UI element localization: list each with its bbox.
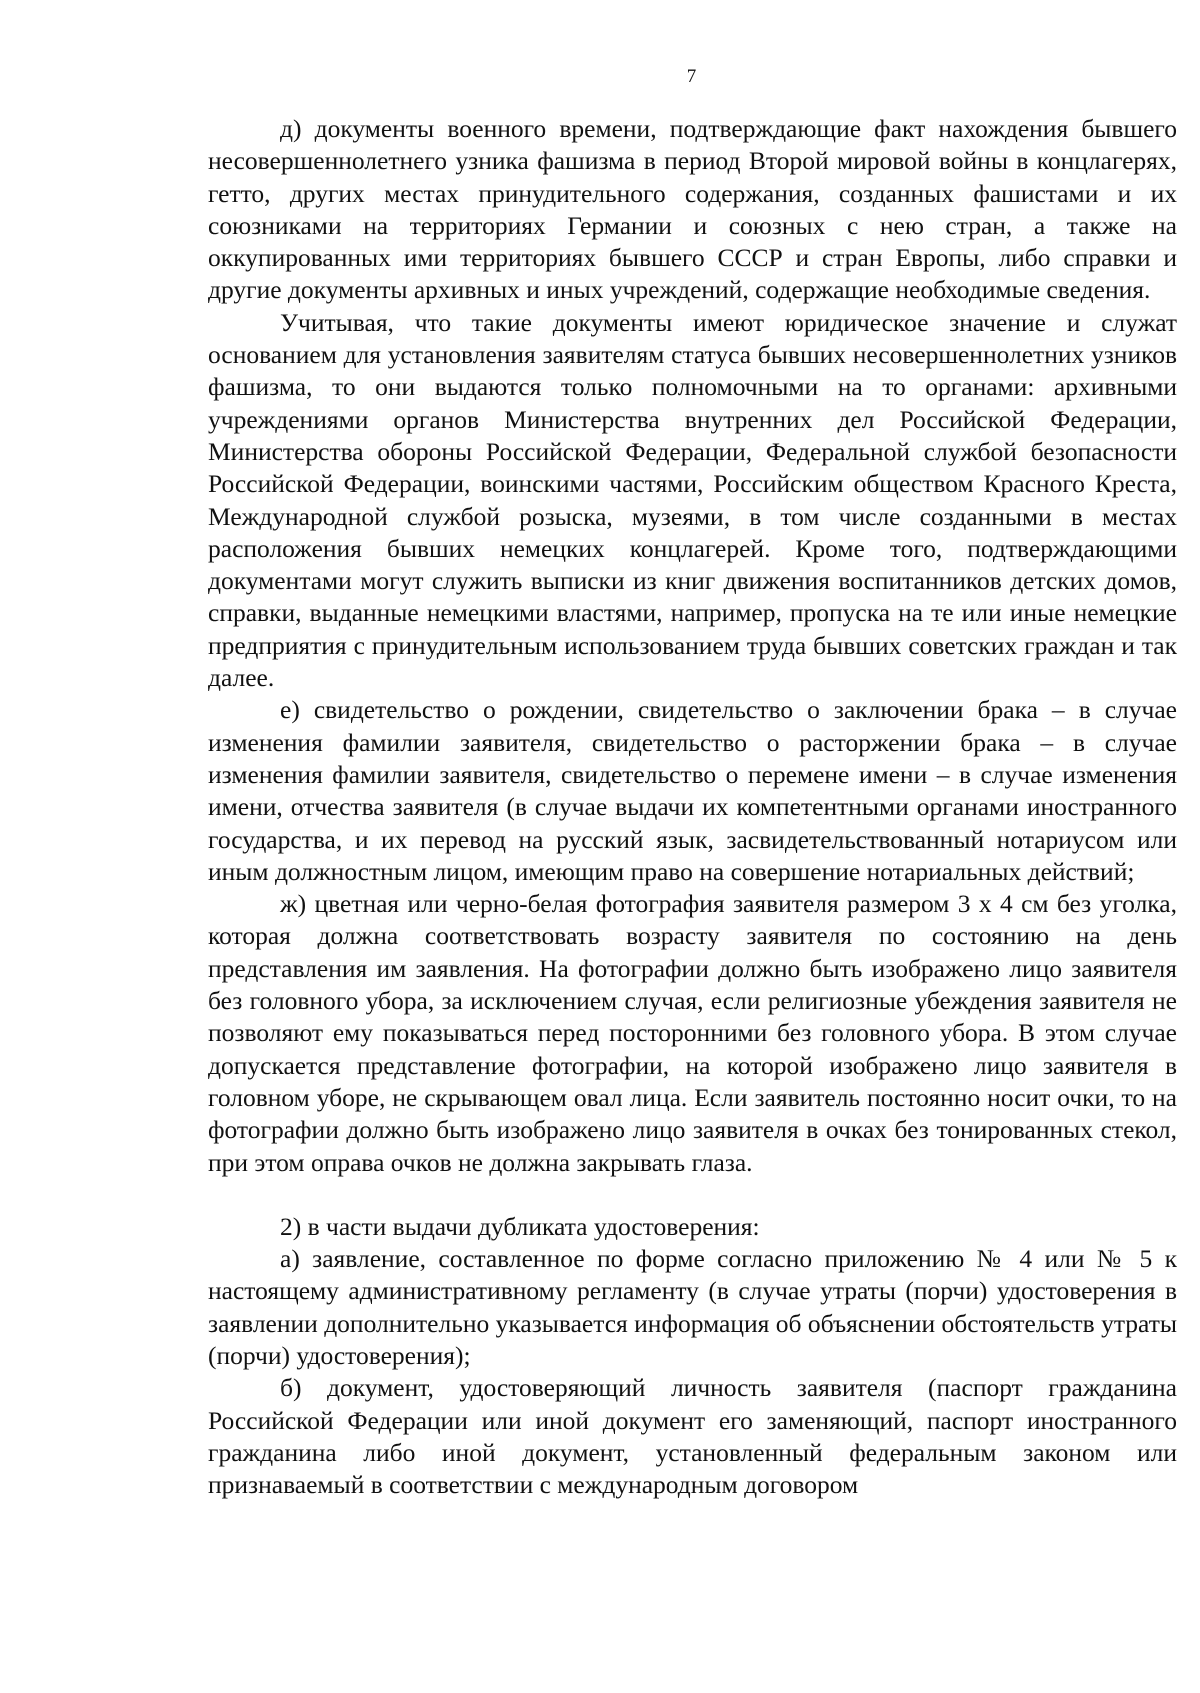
paragraph-zh-photograph: ж) цветная или черно-белая фотография заявителя размером 3 x 4 см без уголка, которая должна соответствовать возрасту заявителя по состоянию на день представления им заявления. На фотографии должно быть изображено лицо заявителя без головного убора, за исключением случая, если религиозные убеждения заявителя не позволяют ему показываться перед посторонними без головного убора. В этом случае допускается представление фотографии, на которой изображено лицо заявителя в головном уборе, не скрывающем овал лица. Если заявитель постоянно носит очки, то на фотографии должно быть изображено лицо заявителя в очках без тонированных стекол, при этом оправа очков не должна закрывать глаза.	[208, 889, 1177, 1177]
document-body	[208, 113, 1177, 1501]
paragraph-2-duplicate-section: 2) в части выдачи дубликата удостоверения:	[280, 1211, 760, 1241]
paragraph-legal-significance: Учитывая, что такие документы имеют юридическое значение и служат основанием для установления заявителям статуса бывших несовершеннолетних узников фашизма, то они выдаются только полномочными на то органами: архивными учреждениями органов Министерства внутренних дел Российской Федерации, Министерства обороны Российской Федерации, Федеральной службой безопасности Российской Федерации, воинскими частями, Российским обществом Красного Креста, Международной службой розыска, музеями, в том числе созданными в местах расположения бывших немецких концлагерей. Кроме того, подтверждающими документами могут служить выписки из книг движения воспитанников детских домов, справки, выданные немецкими властями, например, пропуска на те или иные немецкие предприятия с принудительным использованием труда бывших советских граждан и так далее.	[208, 307, 1177, 693]
section-spacer	[208, 1179, 1177, 1211]
paragraph-d-wartime-documents: д) документы военного времени, подтверждающие факт нахождения бывшего несовершеннолетнего узника фашизма в период Второй мировой войны в концлагерях, гетто, других местах принудительного содержания, созданных фашистами и их союзниками на территориях Германии и союзных с нею стран, а также на оккупированных ими территориях бывшего СССР и стран Европы, либо справки и другие документы архивных и иных учреждений, содержащие необходимые сведения.	[208, 114, 1177, 305]
paragraph-a-application: а) заявление, составленное по форме согласно приложению № 4 или № 5 к настоящему административному регламенту (в случае утраты (порчи) удостоверения в заявлении дополнительно указывается информация об объяснении обстоятельств утраты (порчи) удостоверения);	[208, 1244, 1177, 1370]
paragraph-b-identity-document: б) документ, удостоверяющий личность заявителя (паспорт гражданина Российской Федерации или иной документ его заменяющий, паспорт иностранного гражданина либо иной документ, установленный федеральным законом или признаваемый в соответствии с международным договором	[208, 1373, 1177, 1500]
paragraph-e-certificates: е) свидетельство о рождении, свидетельство о заключении брака – в случае изменения фамилии заявителя, свидетельство о расторжении брака – в случае изменения фамилии заявителя, свидетельство о перемене имени – в случае изменения имени, отчества заявителя (в случае выдачи их компетентными органами иностранного государства, и их перевод на русский язык, засвидетельствованный нотариусом или иным должностным лицом, имеющим право на совершение нотариальных действий;	[208, 695, 1177, 886]
page-number: 7	[686, 66, 697, 87]
